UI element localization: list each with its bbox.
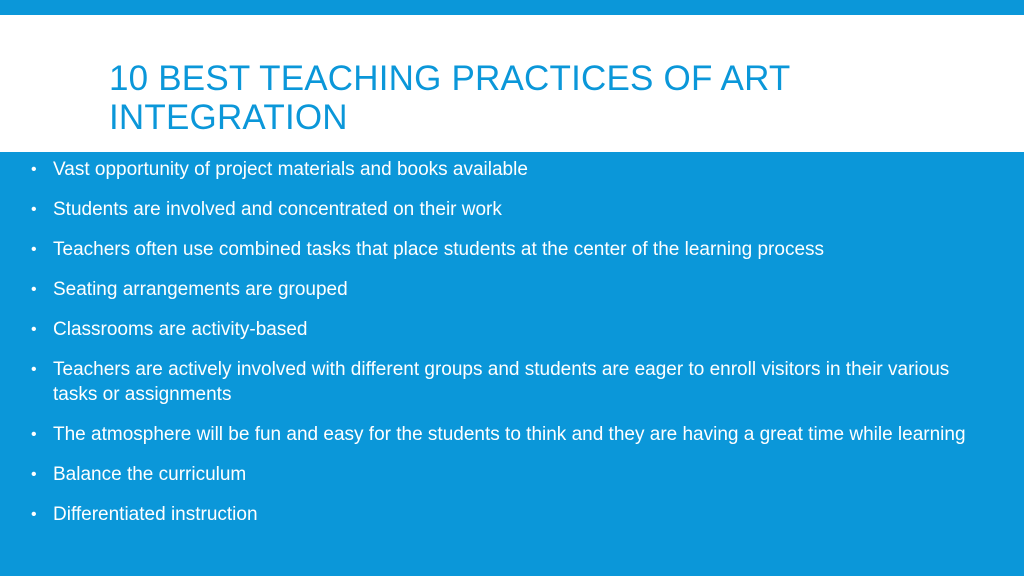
bullet-item [30, 157, 990, 182]
bullet-item [30, 197, 990, 222]
bullet-item [30, 237, 990, 262]
bullet-text: Balance the curriculum [53, 464, 247, 485]
bullet-item [30, 357, 990, 407]
bullet-marker: • [31, 241, 37, 258]
bullet-marker: • [31, 361, 37, 378]
bullet-marker: • [31, 281, 37, 298]
bullet-marker: • [31, 321, 37, 338]
bullet-item [30, 502, 990, 527]
bullet-text: Students are involved and concentrated on their work [53, 199, 502, 220]
bullet-text: Differentiated instruction [53, 504, 258, 525]
bullet-text: Teachers are actively involved with different groups and students are eager to enroll visitors in their various tasks or assignments [53, 359, 950, 405]
bullet-text: Vast opportunity of project materials and books available [53, 159, 528, 180]
bullet-item [30, 422, 990, 447]
bullet-text: Classrooms are activity-based [53, 319, 308, 340]
slide-title: 10 BEST TEACHING PRACTICES OF ART INTEGRATION [109, 59, 790, 137]
bullet-text: The atmosphere will be fun and easy for the students to think and they are having a great time while learning [53, 424, 966, 445]
bullet-marker: • [31, 161, 37, 178]
bullet-item [30, 462, 990, 487]
bullet-item [30, 277, 990, 302]
bullet-marker: • [31, 466, 37, 483]
bullet-text: Teachers often use combined tasks that place students at the center of the learning process [53, 239, 825, 260]
bullet-text: Seating arrangements are grouped [53, 279, 348, 300]
title-band [0, 15, 1024, 152]
bullet-marker: • [31, 506, 37, 523]
bullet-list [30, 157, 990, 542]
bullet-marker: • [31, 201, 37, 218]
bullet-marker: • [31, 426, 37, 443]
bullet-item [30, 317, 990, 342]
